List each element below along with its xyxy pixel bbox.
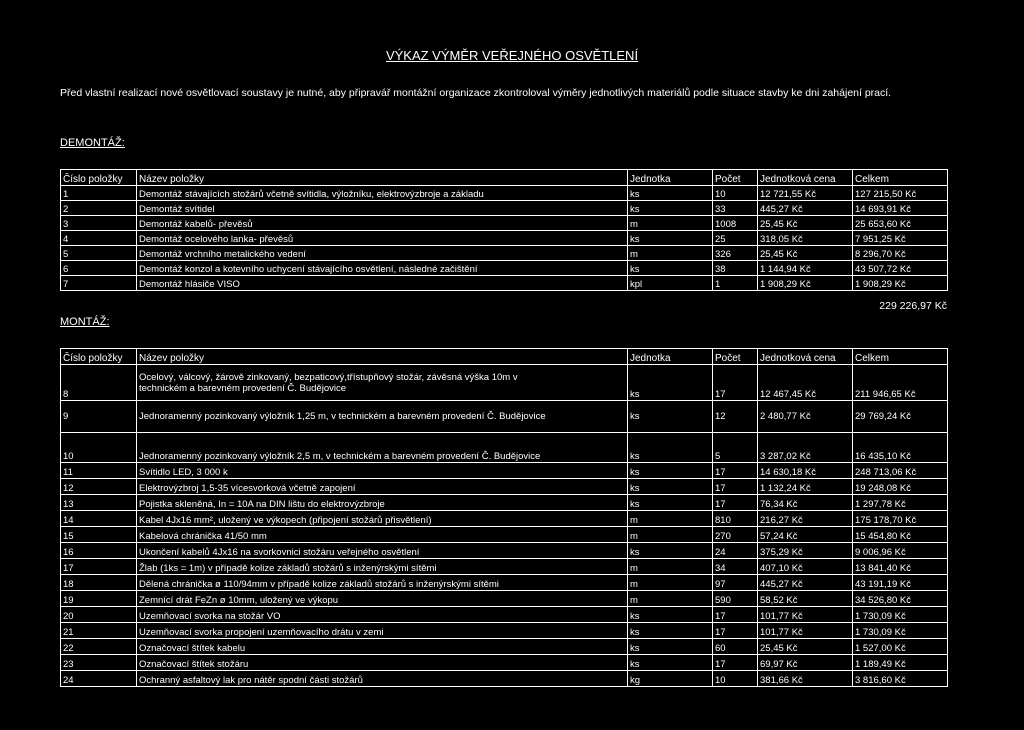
table-row	[61, 365, 948, 401]
cell-celkem: 7 951,25 Kč	[853, 231, 948, 246]
cell-jednotkova-cena: 445,27 Kč	[758, 575, 853, 591]
cell-nazev: Demontáž svítidel	[137, 201, 628, 216]
cell-nazev: Ochranný asfaltový lak pro nátěr spodní části stožárů	[137, 671, 628, 687]
cell-jednotka: m	[628, 216, 713, 231]
cell-nazev	[137, 365, 628, 401]
cell-cislo: 4	[61, 231, 137, 246]
cell-cislo: 15	[61, 527, 137, 543]
cell-cislo: 9	[61, 401, 137, 433]
cell-nazev: Uzemňovací svorka na stožár VO	[137, 607, 628, 623]
table-row	[61, 655, 948, 671]
cell-jednotka: ks	[628, 463, 713, 479]
cell-jednotkova-cena: 57,24 Kč	[758, 527, 853, 543]
cell-celkem: 1 527,00 Kč	[853, 639, 948, 655]
cell-pocet: 17	[713, 365, 758, 401]
cell-pocet: 5	[713, 433, 758, 463]
table-row	[61, 639, 948, 655]
cell-celkem: 14 693,91 Kč	[853, 201, 948, 216]
cell-nazev: Demontáž ocelového lanka- převěsů	[137, 231, 628, 246]
cell-jednotkova-cena: 1 144,94 Kč	[758, 261, 853, 276]
cell-cislo: 11	[61, 463, 137, 479]
cell-jednotka: ks	[628, 543, 713, 559]
header-cislo: Číslo položky	[61, 170, 137, 186]
cell-jednotkova-cena: 1 132,24 Kč	[758, 479, 853, 495]
cell-pocet: 24	[713, 543, 758, 559]
cell-celkem: 175 178,70 Kč	[853, 511, 948, 527]
cell-nazev: Žlab (1ks = 1m) v případě kolize základů stožárů s inženýrskými sítěmi	[137, 559, 628, 575]
cell-pocet: 60	[713, 639, 758, 655]
cell-jednotkova-cena: 381,66 Kč	[758, 671, 853, 687]
table-row	[61, 216, 948, 231]
cell-nazev: Elektrovýzbroj 1,5-35 vícesvorková včetně zapojení	[137, 479, 628, 495]
cell-cislo: 12	[61, 479, 137, 495]
cell-jednotka: m	[628, 575, 713, 591]
cell-jednotka: m	[628, 246, 713, 261]
cell-celkem: 1 730,09 Kč	[853, 607, 948, 623]
cell-nazev: Označovací štítek stožáru	[137, 655, 628, 671]
cell-nazev: Demontáž kabelů- převěsů	[137, 216, 628, 231]
table-row	[61, 559, 948, 575]
cell-pocet: 590	[713, 591, 758, 607]
cell-pocet: 326	[713, 246, 758, 261]
header-jednotkova-cena: Jednotková cena	[758, 170, 853, 186]
table-row	[61, 401, 948, 433]
cell-jednotkova-cena: 14 630,18 Kč	[758, 463, 853, 479]
cell-jednotkova-cena: 445,27 Kč	[758, 201, 853, 216]
cell-jednotka: m	[628, 559, 713, 575]
cell-nazev: Zemnící drát FeZn ø 10mm, uložený ve výkopu	[137, 591, 628, 607]
cell-jednotka: ks	[628, 607, 713, 623]
cell-pocet: 270	[713, 527, 758, 543]
cell-jednotkova-cena: 375,29 Kč	[758, 543, 853, 559]
cell-jednotkova-cena: 58,52 Kč	[758, 591, 853, 607]
cell-nazev-line2: technickém a barevném provedení Č. Budějovice	[139, 382, 347, 394]
cell-jednotka: ks	[628, 201, 713, 216]
cell-jednotkova-cena: 216,27 Kč	[758, 511, 853, 527]
cell-jednotkova-cena: 25,45 Kč	[758, 639, 853, 655]
cell-jednotka: ks	[628, 365, 713, 401]
header-celkem: Celkem	[853, 349, 948, 365]
cell-pocet: 1008	[713, 216, 758, 231]
cell-pocet: 12	[713, 401, 758, 433]
cell-jednotka: m	[628, 591, 713, 607]
header-jednotka: Jednotka	[628, 170, 713, 186]
cell-nazev: Kabelová chránička 41/50 mm	[137, 527, 628, 543]
cell-pocet: 17	[713, 607, 758, 623]
cell-celkem: 1 297,78 Kč	[853, 495, 948, 511]
cell-pocet: 810	[713, 511, 758, 527]
cell-cislo: 23	[61, 655, 137, 671]
table-row	[61, 527, 948, 543]
cell-celkem: 248 713,06 Kč	[853, 463, 948, 479]
cell-celkem: 3 816,60 Kč	[853, 671, 948, 687]
cell-cislo: 14	[61, 511, 137, 527]
cell-cislo: 22	[61, 639, 137, 655]
cell-jednotka: m	[628, 511, 713, 527]
demontaz-label: DEMONTÁŽ:	[60, 137, 125, 149]
cell-celkem: 1 730,09 Kč	[853, 623, 948, 639]
cell-pocet: 34	[713, 559, 758, 575]
cell-nazev: Demontáž hlásiče VISO	[137, 276, 628, 291]
cell-celkem: 25 653,60 Kč	[853, 216, 948, 231]
table-row	[61, 201, 948, 216]
cell-jednotkova-cena: 1 908,29 Kč	[758, 276, 853, 291]
cell-pocet: 10	[713, 671, 758, 687]
demontaz-table	[60, 169, 948, 291]
table-row	[61, 575, 948, 591]
cell-celkem: 43 507,72 Kč	[853, 261, 948, 276]
cell-pocet: 17	[713, 655, 758, 671]
cell-jednotka: m	[628, 527, 713, 543]
table-row	[61, 463, 948, 479]
cell-cislo: 21	[61, 623, 137, 639]
cell-celkem: 34 526,80 Kč	[853, 591, 948, 607]
cell-jednotka: ks	[628, 261, 713, 276]
cell-nazev: Pojistka skleněná, In = 10A na DIN lištu do elektrovýzbroje	[137, 495, 628, 511]
demontaz-total: 229 226,97 Kč	[879, 300, 947, 312]
header-jednotkova-cena: Jednotková cena	[758, 349, 853, 365]
cell-jednotkova-cena: 25,45 Kč	[758, 246, 853, 261]
header-jednotka: Jednotka	[628, 349, 713, 365]
cell-jednotkova-cena: 12 721,55 Kč	[758, 186, 853, 201]
cell-cislo: 20	[61, 607, 137, 623]
cell-cislo: 24	[61, 671, 137, 687]
cell-nazev: Ukončení kabelů 4Jx16 na svorkovnici stožáru veřejného osvětlení	[137, 543, 628, 559]
cell-cislo: 10	[61, 433, 137, 463]
cell-cislo: 6	[61, 261, 137, 276]
cell-cislo: 19	[61, 591, 137, 607]
cell-jednotka: ks	[628, 433, 713, 463]
table-row	[61, 433, 948, 463]
table-row	[61, 495, 948, 511]
table-row	[61, 246, 948, 261]
cell-cislo: 3	[61, 216, 137, 231]
cell-cislo: 2	[61, 201, 137, 216]
cell-celkem: 211 946,65 Kč	[853, 365, 948, 401]
cell-jednotkova-cena: 69,97 Kč	[758, 655, 853, 671]
cell-pocet: 25	[713, 231, 758, 246]
cell-jednotka: ks	[628, 231, 713, 246]
cell-celkem: 127 215,50 Kč	[853, 186, 948, 201]
table-row	[61, 623, 948, 639]
cell-celkem: 13 841,40 Kč	[853, 559, 948, 575]
cell-pocet: 10	[713, 186, 758, 201]
table-row	[61, 479, 948, 495]
cell-nazev: Označovací štítek kabelu	[137, 639, 628, 655]
header-nazev: Název položky	[137, 349, 628, 365]
cell-nazev: Demontáž stávajících stožárů včetně svítidla, výložníku, elektrovýzbroje a základu	[137, 186, 628, 201]
table-row	[61, 231, 948, 246]
cell-jednotkova-cena: 101,77 Kč	[758, 623, 853, 639]
cell-celkem: 15 454,80 Kč	[853, 527, 948, 543]
cell-jednotka: ks	[628, 479, 713, 495]
cell-nazev: Demontáž vrchního metalického vedení	[137, 246, 628, 261]
header-nazev: Název položky	[137, 170, 628, 186]
table-row	[61, 261, 948, 276]
cell-pocet: 97	[713, 575, 758, 591]
cell-cislo: 1	[61, 186, 137, 201]
cell-celkem: 9 006,96 Kč	[853, 543, 948, 559]
cell-pocet: 33	[713, 201, 758, 216]
cell-nazev: Svítidlo LED, 3 000 k	[137, 463, 628, 479]
montaz-label: MONTÁŽ:	[60, 316, 110, 328]
cell-jednotkova-cena: 2 480,77 Kč	[758, 401, 853, 433]
table-row	[61, 671, 948, 687]
table-row	[61, 276, 948, 291]
cell-cislo: 5	[61, 246, 137, 261]
cell-jednotka: kpl	[628, 276, 713, 291]
cell-celkem: 43 191,19 Kč	[853, 575, 948, 591]
cell-jednotkova-cena: 101,77 Kč	[758, 607, 853, 623]
table-row	[61, 511, 948, 527]
montaz-table	[60, 348, 948, 687]
cell-cislo: 8	[61, 365, 137, 401]
cell-celkem: 1 189,49 Kč	[853, 655, 948, 671]
cell-cislo: 7	[61, 276, 137, 291]
cell-nazev: Dělená chránička ø 110/94mm v případě kolize základů stožárů s inženýrskými sítěmi	[137, 575, 628, 591]
cell-jednotka: ks	[628, 623, 713, 639]
montaz-header-row	[61, 349, 948, 365]
table-row	[61, 543, 948, 559]
cell-jednotkova-cena: 25,45 Kč	[758, 216, 853, 231]
table-row	[61, 591, 948, 607]
cell-pocet: 17	[713, 623, 758, 639]
cell-cislo: 18	[61, 575, 137, 591]
cell-cislo: 16	[61, 543, 137, 559]
header-cislo: Číslo položky	[61, 349, 137, 365]
cell-jednotka: ks	[628, 186, 713, 201]
cell-nazev: Uzemňovací svorka propojení uzemňovacího drátu v zemi	[137, 623, 628, 639]
cell-jednotkova-cena: 12 467,45 Kč	[758, 365, 853, 401]
cell-jednotkova-cena: 76,34 Kč	[758, 495, 853, 511]
header-celkem: Celkem	[853, 170, 948, 186]
cell-jednotkova-cena: 3 287,02 Kč	[758, 433, 853, 463]
cell-cislo: 13	[61, 495, 137, 511]
cell-jednotka: ks	[628, 639, 713, 655]
cell-nazev: Jednoramenný pozinkovaný výložník 2,5 m, v technickém a barevném provedení Č. Budějovice	[137, 433, 628, 463]
intro-paragraph: Před vlastní realizací nové osvětlovací soustavy je nutné, aby připravář montážní organizace zkontroloval výměry jednotlivých materiálů podle situace stavby ke dni zahájení prací.	[60, 87, 892, 99]
cell-pocet: 1	[713, 276, 758, 291]
page-title: VÝKAZ VÝMĚR VEŘEJNÉHO OSVĚTLENÍ	[385, 48, 639, 63]
cell-celkem: 29 769,24 Kč	[853, 401, 948, 433]
header-pocet: Počet	[713, 170, 758, 186]
table-row	[61, 186, 948, 201]
cell-jednotka: ks	[628, 495, 713, 511]
cell-jednotka: ks	[628, 401, 713, 433]
cell-pocet: 38	[713, 261, 758, 276]
cell-celkem: 1 908,29 Kč	[853, 276, 948, 291]
cell-celkem: 19 248,08 Kč	[853, 479, 948, 495]
cell-celkem: 8 296,70 Kč	[853, 246, 948, 261]
cell-jednotkova-cena: 407,10 Kč	[758, 559, 853, 575]
cell-celkem: 16 435,10 Kč	[853, 433, 948, 463]
cell-nazev: Demontáž konzol a kotevního uchycení stávajícího osvětlení, následné začištění	[137, 261, 628, 276]
cell-nazev: Jednoramenný pozinkovaný výložník 1,25 m, v technickém a barevném provedení Č. Budějovice	[137, 401, 628, 433]
cell-nazev: Kabel 4Jx16 mm², uložený ve výkopech (připojení stožárů přisvětlení)	[137, 511, 628, 527]
demontaz-header-row	[61, 170, 948, 186]
cell-jednotka: ks	[628, 655, 713, 671]
cell-jednotka: kg	[628, 671, 713, 687]
cell-pocet: 17	[713, 495, 758, 511]
cell-cislo: 17	[61, 559, 137, 575]
cell-pocet: 17	[713, 479, 758, 495]
table-row	[61, 607, 948, 623]
cell-pocet: 17	[713, 463, 758, 479]
cell-nazev-line1: Ocelový, válcový, žárově zinkovaný, bezpaticový,třístupňový stožár, závěsná výška 10m v	[139, 371, 518, 383]
cell-jednotkova-cena: 318,05 Kč	[758, 231, 853, 246]
header-pocet: Počet	[713, 349, 758, 365]
